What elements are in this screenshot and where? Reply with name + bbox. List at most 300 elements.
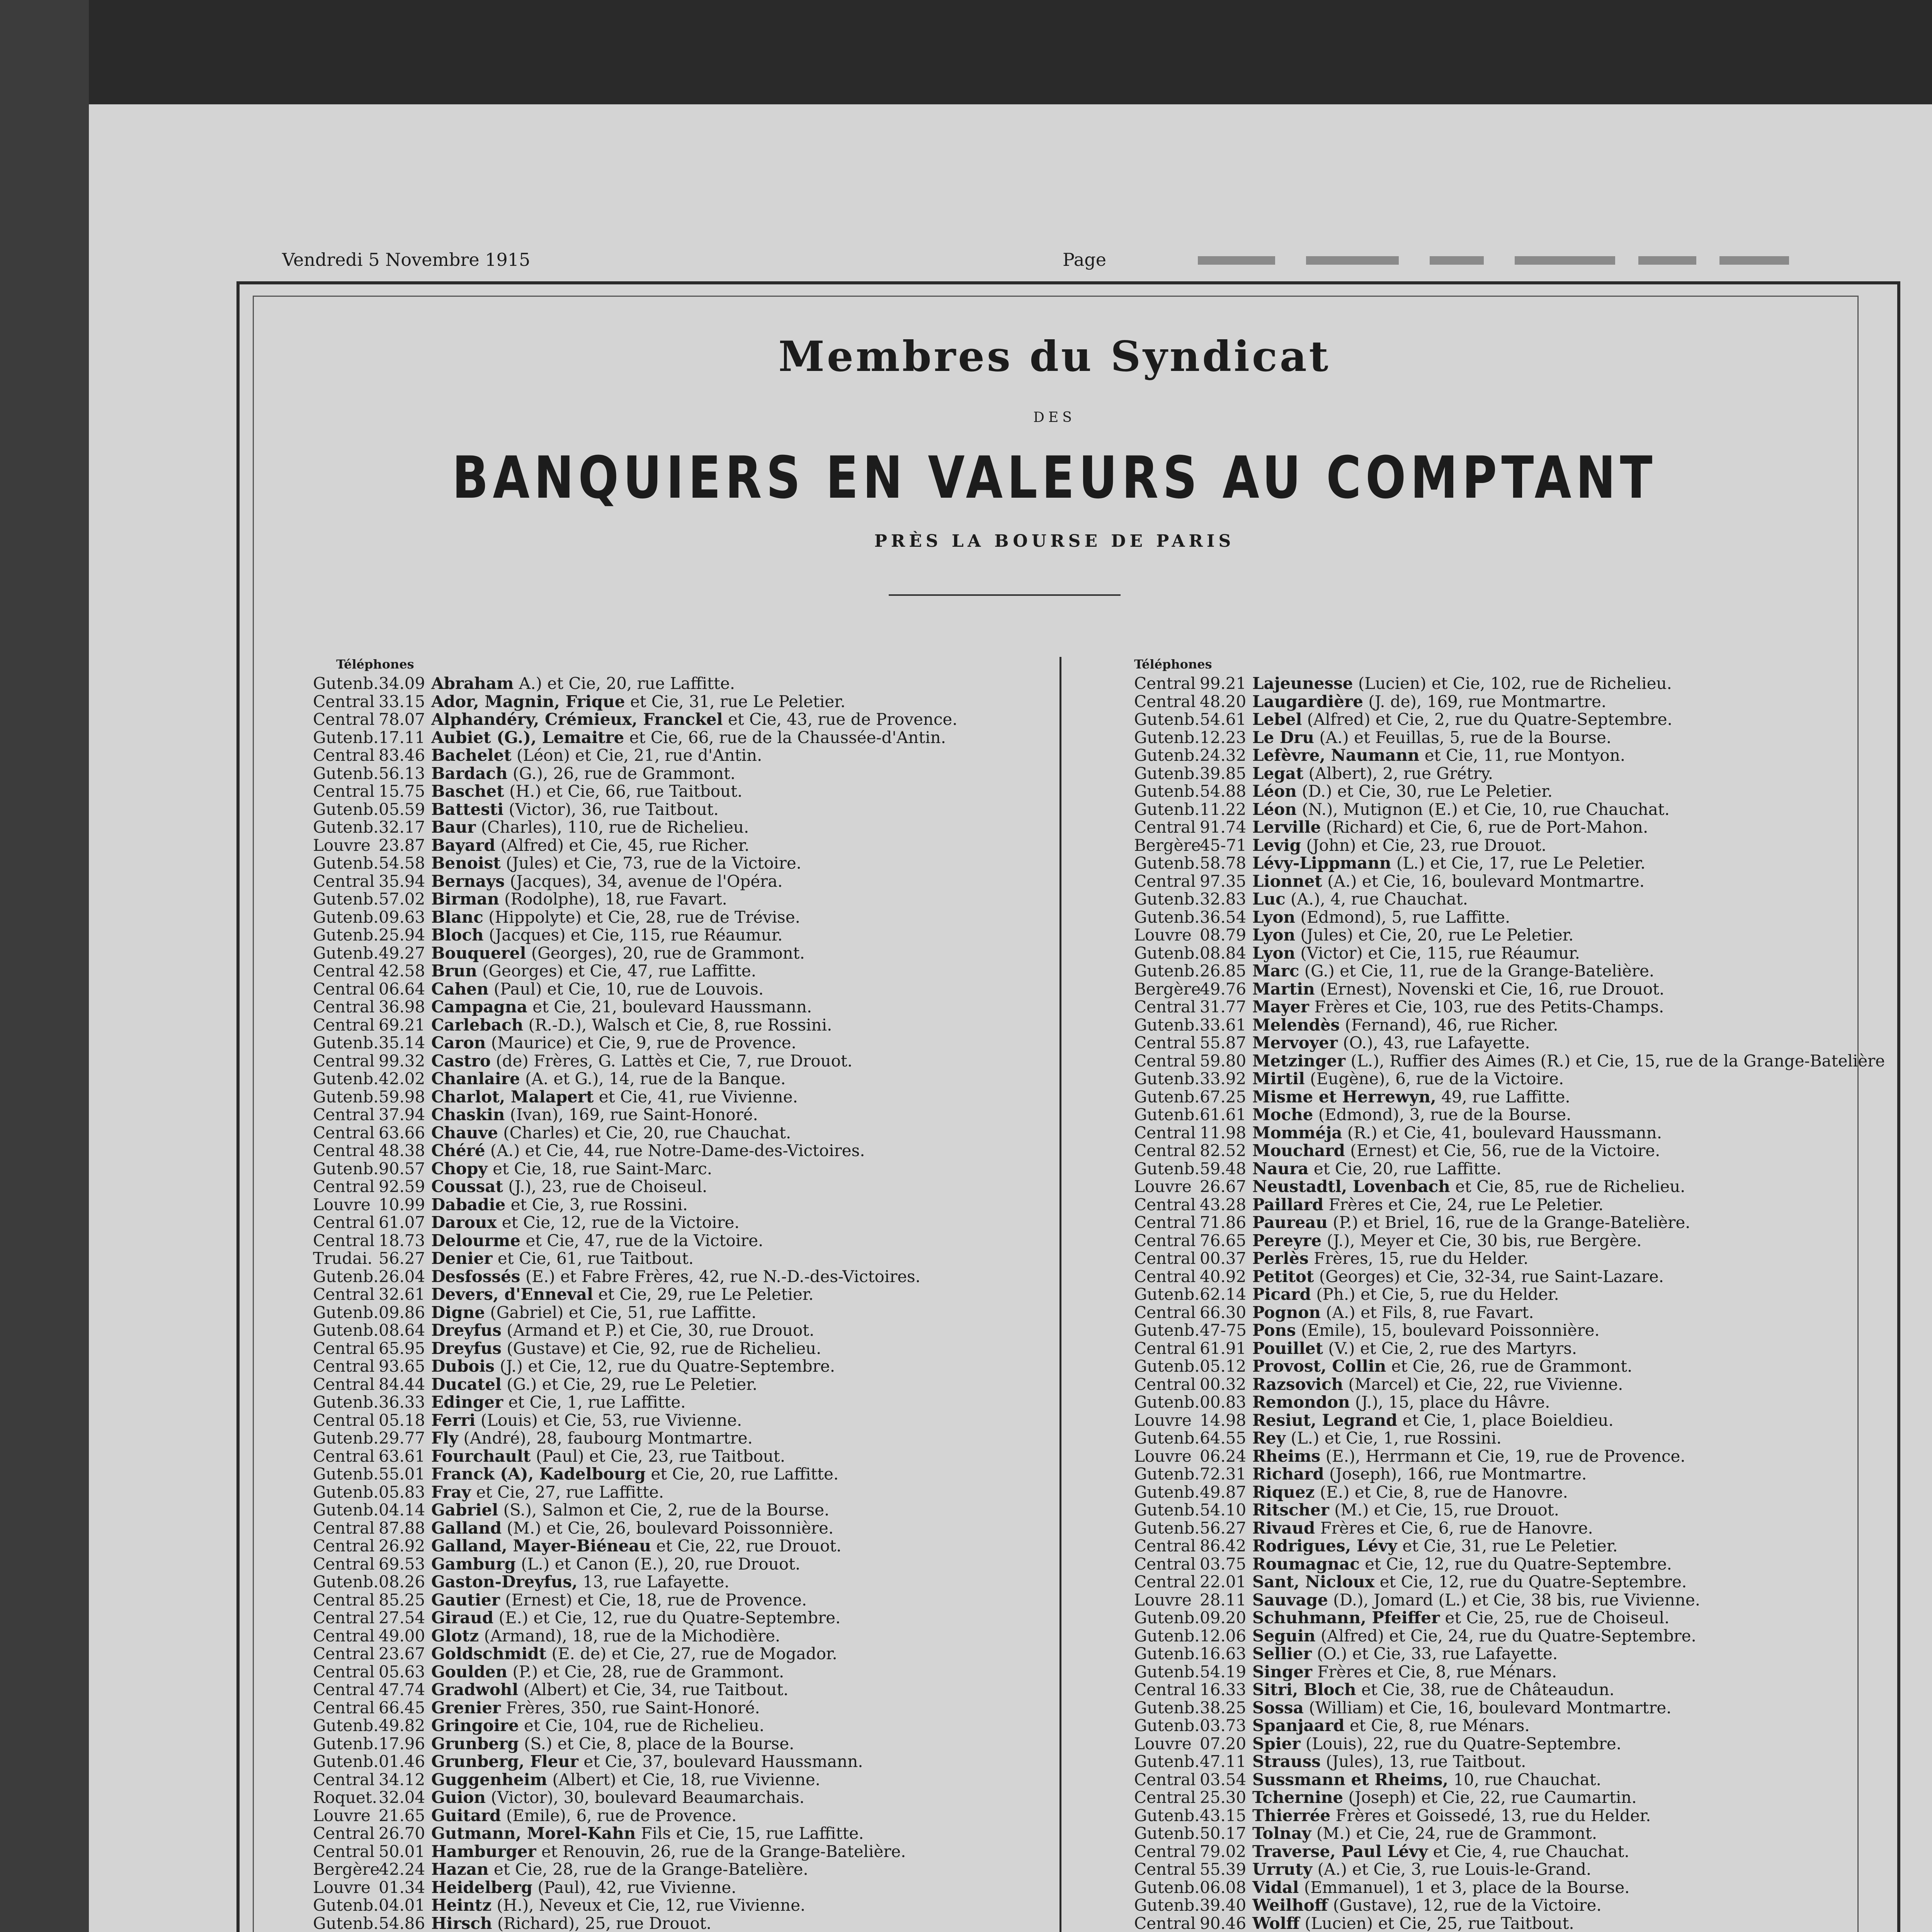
firm-name: Castro	[431, 1051, 491, 1070]
member-entry	[313, 1735, 1086, 1753]
firm-address: (Fernand), 46, rue Richer.	[1345, 1015, 1558, 1034]
member-entry	[1134, 962, 1907, 980]
firm-address: et Cie, 1, place Boieldieu.	[1402, 1410, 1614, 1430]
firm-name: Traverse, Paul Lévy	[1252, 1842, 1428, 1861]
firm-address: (L.), Ruffier des Aimes (R.) et Cie, 15, rue de la Grange-Batelière	[1350, 1051, 1885, 1070]
phone-number: 22.01	[1200, 1572, 1247, 1591]
firm-name: Seguin	[1252, 1626, 1316, 1645]
member-name-address	[1252, 1178, 1685, 1196]
exchange: Central	[1134, 1680, 1196, 1699]
firm-name: Mouchard	[1252, 1141, 1345, 1160]
member-name-address	[1252, 837, 1546, 855]
exchange: Central	[313, 1842, 375, 1861]
firm-name: Lévy-Lippmann	[1252, 854, 1391, 872]
firm-address: et Cie, 20, rue Laffitte.	[651, 1464, 839, 1483]
firm-address: 49, rue Laffitte.	[1441, 1087, 1570, 1106]
firm-name: Heintz	[431, 1896, 492, 1915]
phone-number: 42.02	[379, 1069, 425, 1088]
firm-name: Hamburger	[431, 1842, 536, 1861]
member-name-address	[431, 1376, 757, 1394]
member-entry	[313, 1340, 1086, 1358]
phone-number: 26.04	[379, 1267, 425, 1286]
firm-address: (Lucien) et Cie, 25, rue Taitbout.	[1304, 1913, 1574, 1932]
phone-number: 83.46	[379, 746, 425, 765]
member-name-address	[1252, 1483, 1568, 1502]
firm-address: Frères et Goissedé, 13, rue du Helder.	[1335, 1806, 1651, 1825]
member-entry	[1134, 1214, 1907, 1232]
member-name-address	[431, 1645, 837, 1663]
running-head	[201, 249, 1824, 272]
member-name-address	[431, 944, 805, 963]
phone-number: 61.91	[1200, 1338, 1247, 1358]
exchange: Roquet.	[313, 1788, 377, 1807]
phone-number: 49.87	[1200, 1482, 1247, 1502]
member-entry	[313, 1106, 1086, 1124]
firm-name: Provost, Collin	[1252, 1357, 1386, 1376]
firm-name: Grenier	[431, 1698, 501, 1717]
member-name-address	[431, 1016, 832, 1034]
member-entry	[313, 1034, 1086, 1052]
member-entry	[313, 1573, 1086, 1591]
firm-address: (P.) et Cie, 28, rue de Grammont.	[512, 1662, 784, 1681]
phone-number: 33.61	[1200, 1015, 1247, 1034]
member-entry	[313, 872, 1086, 891]
firm-address: (Jacques) et Cie, 115, rue Réaumur.	[488, 925, 783, 944]
firm-name: Dreyfus	[431, 1338, 502, 1358]
firm-address: et Cie, 85, rue de Richelieu.	[1455, 1177, 1685, 1196]
exchange: Central	[313, 692, 375, 711]
member-entry	[313, 1393, 1086, 1412]
member-name-address	[431, 1537, 842, 1555]
phone-number: 05.83	[379, 1482, 425, 1502]
member-entry	[313, 1699, 1086, 1717]
firm-name: Chéré	[431, 1141, 485, 1160]
exchange: Central	[313, 1410, 375, 1430]
member-entry	[313, 1807, 1086, 1825]
member-name-address	[431, 693, 845, 711]
member-name-address	[1252, 1340, 1577, 1358]
firm-name: Schuhmann, Pfeiffer	[1252, 1608, 1440, 1627]
member-entry	[313, 765, 1086, 783]
member-name-address	[1252, 1376, 1623, 1394]
firm-name: Legat	[1252, 764, 1304, 783]
firm-address: et Renouvin, 26, rue de la Grange-Batelière.	[541, 1842, 906, 1861]
member-name-address	[1252, 1627, 1696, 1645]
firm-address: (Ernest), Novenski et Cie, 16, rue Drouot.	[1320, 979, 1665, 998]
member-name-address	[1252, 998, 1664, 1016]
firm-address: et Cie, 12, rue du Quatre-Septembre.	[1379, 1572, 1687, 1591]
page-label: Page	[1063, 249, 1106, 270]
member-entry	[313, 1376, 1086, 1394]
exchange: Louvre	[313, 1195, 371, 1214]
firm-address: (M.) et Cie, 15, rue Drouot.	[1334, 1500, 1559, 1519]
firm-address: (Alfred) et Cie, 45, rue Richer.	[500, 835, 750, 855]
member-entry	[1134, 1896, 1907, 1915]
firm-address: (Richard), 25, rue Drouot.	[497, 1913, 712, 1932]
member-name-address	[431, 1142, 865, 1160]
exchange: Gutenb.	[1134, 1608, 1200, 1627]
phone-number: 03.75	[1200, 1554, 1247, 1573]
member-name-address	[431, 782, 742, 801]
member-name-address	[1252, 1447, 1685, 1466]
firm-name: Franck (A), Kadelbourg	[431, 1464, 646, 1483]
phone-number: 36.98	[379, 997, 425, 1016]
member-entry	[313, 1896, 1086, 1915]
member-name-address	[1252, 747, 1625, 765]
firm-name: Lefèvre, Naumann	[1252, 746, 1420, 765]
exchange: Gutenb.	[1134, 1285, 1200, 1304]
exchange: Gutenb.	[1134, 1105, 1200, 1124]
phone-number: 26.85	[1200, 961, 1247, 980]
phone-number: 08.64	[379, 1321, 425, 1340]
phone-number: 85.25	[379, 1590, 425, 1609]
firm-address: (J.) et Cie, 12, rue du Quatre-Septembre.	[500, 1357, 835, 1376]
member-entry	[313, 1861, 1086, 1879]
phone-number: 71.86	[1200, 1213, 1247, 1232]
exchange: Gutenb.	[313, 1321, 379, 1340]
exchange: Central	[1134, 818, 1196, 837]
exchange: Gutenb.	[313, 1393, 379, 1412]
member-entry	[1134, 1699, 1907, 1717]
member-entry	[1134, 1789, 1907, 1807]
exchange: Central	[313, 1231, 375, 1250]
phone-number: 06.64	[379, 979, 425, 998]
member-name-address	[1252, 1393, 1550, 1412]
firm-name: Lyon	[1252, 907, 1295, 927]
member-entry	[313, 1609, 1086, 1627]
firm-name: Giraud	[431, 1608, 494, 1627]
firm-name: Lyon	[1252, 943, 1295, 963]
phone-number: 87.88	[379, 1518, 425, 1537]
firm-address: (L.) et Canon (E.), 20, rue Drouot.	[521, 1554, 801, 1573]
firm-name: Carlebach	[431, 1015, 524, 1034]
phone-number: 35.14	[379, 1033, 425, 1052]
phone-number: 35.94	[379, 871, 425, 891]
firm-address: (Ivan), 169, rue Saint-Honoré.	[510, 1105, 758, 1124]
member-entry	[313, 1124, 1086, 1142]
firm-address: (A.) et Cie, 44, rue Notre-Dame-des-Victoires.	[490, 1141, 865, 1160]
firm-name: Baur	[431, 818, 476, 837]
phone-number: 14.98	[1200, 1410, 1247, 1430]
phone-number: 76.65	[1200, 1231, 1247, 1250]
firm-name: Bayard	[431, 835, 495, 855]
member-entry	[313, 1465, 1086, 1483]
firm-address: et Cie, 11, rue Montyon.	[1424, 746, 1626, 765]
member-entry	[1134, 1861, 1907, 1879]
firm-name: Bachelet	[431, 746, 512, 765]
exchange: Central	[313, 1285, 375, 1304]
member-entry	[1134, 1412, 1907, 1430]
member-entry	[1134, 1807, 1907, 1825]
member-name-address	[431, 1753, 863, 1771]
member-entry	[1134, 1286, 1907, 1304]
phone-number: 64.55	[1200, 1429, 1247, 1447]
firm-address: (R.) et Cie, 41, boulevard Haussmann.	[1347, 1123, 1662, 1142]
exchange: Central	[313, 746, 375, 765]
firm-name: Spanjaard	[1252, 1716, 1345, 1735]
firm-name: Le Dru	[1252, 728, 1314, 747]
member-entry	[1134, 944, 1907, 963]
member-name-address	[431, 1591, 807, 1609]
member-entry	[1134, 1843, 1907, 1861]
member-entry	[1134, 782, 1907, 801]
firm-address: (A. et G.), 14, rue de la Banque.	[525, 1069, 786, 1088]
firm-name: Tchernine	[1252, 1788, 1344, 1807]
member-entry	[313, 1357, 1086, 1376]
phone-number: 03.54	[1200, 1770, 1247, 1789]
phone-number: 63.66	[379, 1123, 425, 1142]
firm-address: (Emile), 6, rue de Provence.	[506, 1806, 737, 1825]
member-entry	[1134, 1519, 1907, 1537]
member-name-address	[431, 1681, 788, 1699]
firm-address: (Paul) et Cie, 23, rue Taitbout.	[536, 1446, 786, 1466]
member-list-left	[313, 675, 1086, 1932]
exchange: Gutenb.	[313, 889, 379, 908]
firm-name: Bouquerel	[431, 943, 526, 963]
firm-name: Laugardière	[1252, 692, 1363, 711]
member-entry	[1134, 837, 1907, 855]
member-name-address	[1252, 1070, 1564, 1088]
phone-number: 25.30	[1200, 1788, 1247, 1807]
member-entry	[313, 1429, 1086, 1447]
member-entry	[313, 1537, 1086, 1555]
member-entry	[313, 1843, 1086, 1861]
firm-name: Mirtil	[1252, 1069, 1305, 1088]
exchange: Gutenb.	[1134, 943, 1200, 963]
phone-number: 91.74	[1200, 818, 1247, 837]
firm-name: Baschet	[431, 782, 504, 801]
member-name-address	[431, 1447, 785, 1466]
firm-name: Sauvage	[1252, 1590, 1328, 1609]
member-entry	[313, 1142, 1086, 1160]
phone-number: 00.37	[1200, 1249, 1247, 1268]
firm-address: (D.) et Cie, 30, rue Le Peletier.	[1302, 782, 1553, 801]
phone-number: 33.92	[1200, 1069, 1247, 1088]
firm-address: (E.), Herrmann et Cie, 19, rue de Provence.	[1325, 1446, 1685, 1466]
firm-name: Bloch	[431, 925, 484, 944]
exchange: Central	[1134, 1788, 1196, 1807]
member-entry	[313, 1627, 1086, 1645]
exchange: Central	[1134, 1213, 1196, 1232]
phone-number: 12.06	[1200, 1626, 1247, 1645]
exchange: Louvre	[1134, 925, 1192, 944]
member-entry	[313, 818, 1086, 837]
firm-address: (Ph.) et Cie, 5, rue du Helder.	[1316, 1285, 1559, 1304]
exchange: Gutenb.	[1134, 961, 1200, 980]
member-entry	[1134, 1304, 1907, 1322]
member-name-address	[431, 1879, 736, 1897]
phone-number: 04.01	[379, 1896, 425, 1915]
firm-name: Denier	[431, 1249, 493, 1268]
phone-number: 27.54	[379, 1608, 425, 1627]
exchange: Gutenb.	[1134, 1518, 1200, 1537]
phone-number: 69.53	[379, 1554, 425, 1573]
member-entry	[1134, 1052, 1907, 1070]
member-name-address	[431, 1483, 664, 1502]
firm-name: Picard	[1252, 1285, 1311, 1304]
member-entry	[313, 729, 1086, 747]
exchange: Central	[1134, 1123, 1196, 1142]
exchange: Central	[313, 1015, 375, 1034]
title-bourse: PRÈS LA BOURSE DE PARIS	[874, 531, 1235, 551]
exchange: Central	[313, 1590, 375, 1609]
member-name-address	[431, 908, 800, 927]
firm-name: Delourme	[431, 1231, 520, 1250]
firm-address: (Hippolyte) et Cie, 28, rue de Trévise.	[488, 907, 800, 927]
member-entry	[313, 1286, 1086, 1304]
phone-number: 04.14	[379, 1500, 425, 1519]
member-name-address	[431, 1412, 742, 1430]
firm-name: Petitot	[1252, 1267, 1314, 1286]
exchange: Gutenb.	[1134, 1752, 1200, 1771]
exchange: Gutenb.	[1134, 1824, 1200, 1843]
exchange: Gutenb.	[313, 1087, 379, 1106]
member-name-address	[1252, 1735, 1621, 1753]
exchange: Central	[1134, 1303, 1196, 1322]
member-name-address	[431, 1178, 707, 1196]
member-entry	[1134, 1357, 1907, 1376]
member-entry	[1134, 998, 1907, 1016]
member-name-address	[431, 962, 756, 980]
exchange: Louvre	[1134, 1734, 1192, 1753]
member-entry	[1134, 980, 1907, 998]
firm-address: et Cie, 21, boulevard Haussmann.	[532, 997, 812, 1016]
exchange: Central	[313, 1446, 375, 1466]
exchange: Gutenb.	[313, 854, 379, 872]
member-name-address	[431, 1501, 829, 1519]
phone-number: 78.07	[379, 710, 425, 729]
firm-name: Pons	[1252, 1321, 1296, 1340]
firm-address: (O.) et Cie, 33, rue Lafayette.	[1317, 1644, 1558, 1663]
phone-number: 29.77	[379, 1429, 425, 1447]
member-entry	[313, 1753, 1086, 1771]
firm-address: (N.), Mutignon (E.) et Cie, 10, rue Chauchat.	[1302, 799, 1670, 819]
exchange: Central	[1134, 1195, 1196, 1214]
firm-name: Strauss	[1252, 1752, 1321, 1771]
member-entry	[313, 998, 1086, 1016]
member-name-address	[1252, 1232, 1642, 1250]
exchange: Gutenb.	[313, 1500, 379, 1519]
firm-name: Heidelberg	[431, 1878, 532, 1897]
phone-number: 69.21	[379, 1015, 425, 1034]
firm-address: (D.), Jomard (L.) et Cie, 38 bis, rue Vivienne.	[1333, 1590, 1701, 1609]
member-name-address	[1252, 1555, 1672, 1573]
firm-name: Tolnay	[1252, 1824, 1311, 1843]
member-entry	[313, 1088, 1086, 1106]
firm-name: Chauve	[431, 1123, 498, 1142]
phone-number: 49.82	[379, 1716, 425, 1735]
member-entry	[313, 890, 1086, 908]
member-entry	[1134, 890, 1907, 908]
scan-left-border	[0, 0, 89, 1932]
member-name-address	[431, 1160, 712, 1178]
member-entry	[1134, 1663, 1907, 1681]
exchange: Central	[313, 1698, 375, 1717]
firm-name: Grunberg, Fleur	[431, 1752, 579, 1771]
member-entry	[313, 980, 1086, 998]
firm-address: (André), 28, faubourg Montmartre.	[463, 1429, 753, 1447]
member-entry	[313, 1016, 1086, 1034]
exchange: Louvre	[1134, 1177, 1192, 1196]
firm-address: et Cie, 31, rue Le Peletier.	[630, 692, 846, 711]
exchange: Gutenb.	[1134, 1896, 1200, 1915]
member-name-address	[1252, 801, 1670, 819]
member-name-address	[1252, 1321, 1600, 1340]
firm-name: Thierrée	[1252, 1806, 1331, 1825]
firm-name: Sussmann et Rheims,	[1252, 1770, 1449, 1789]
firm-name: Marc	[1252, 961, 1299, 980]
firm-address: et Cie, 29, rue Le Peletier.	[598, 1285, 814, 1304]
member-name-address	[431, 854, 801, 872]
member-name-address	[1252, 908, 1510, 927]
exchange: Gutenb.	[1134, 1429, 1200, 1447]
member-entry	[1134, 1537, 1907, 1555]
exchange: Central	[1134, 1033, 1196, 1052]
exchange: Gutenb.	[313, 907, 379, 927]
member-entry	[313, 1214, 1086, 1232]
firm-name: Chaskin	[431, 1105, 505, 1124]
firm-address: (Léon) et Cie, 21, rue d'Antin.	[516, 746, 762, 765]
exchange: Gutenb.	[313, 1159, 379, 1178]
exchange: Central	[1134, 1860, 1196, 1879]
member-entry	[1134, 1160, 1907, 1178]
firm-address: (Victor), 30, boulevard Beaumarchais.	[491, 1788, 804, 1807]
phone-number: 50.01	[379, 1842, 425, 1861]
firm-name: Martin	[1252, 979, 1315, 998]
phone-number: 99.32	[379, 1051, 425, 1070]
firm-name: Edinger	[431, 1393, 503, 1412]
phone-number: 59.48	[1200, 1159, 1247, 1178]
phone-number: 09.86	[379, 1303, 425, 1322]
exchange: Central	[1134, 1554, 1196, 1573]
phone-number: 05.59	[379, 799, 425, 819]
member-entry	[313, 1663, 1086, 1681]
member-entry	[313, 1447, 1086, 1466]
member-name-address	[1252, 1896, 1602, 1915]
member-name-address	[1252, 1412, 1614, 1430]
member-name-address	[1252, 1663, 1557, 1681]
phone-number: 97.35	[1200, 871, 1247, 891]
phone-number: 06.08	[1200, 1878, 1247, 1897]
firm-address: (Eugène), 6, rue de la Victoire.	[1310, 1069, 1564, 1088]
phone-number: 49.76	[1200, 979, 1247, 998]
member-entry	[313, 801, 1086, 819]
exchange: Central	[313, 1374, 375, 1394]
member-list-right	[1134, 675, 1907, 1932]
firm-name: Lajeunesse	[1252, 674, 1353, 693]
exchange: Central	[313, 1518, 375, 1537]
member-name-address	[1252, 1537, 1618, 1555]
member-name-address	[431, 1070, 786, 1088]
member-entry	[1134, 1483, 1907, 1502]
member-name-address	[431, 926, 782, 944]
exchange: Gutenb.	[1134, 1716, 1200, 1735]
firm-name: Gamburg	[431, 1554, 516, 1573]
exchange: Central	[313, 1123, 375, 1142]
phone-number: 33.15	[379, 692, 425, 711]
member-name-address	[1252, 1034, 1530, 1052]
firm-name: Brun	[431, 961, 477, 980]
member-entry	[1134, 1106, 1907, 1124]
exchange: Bergère	[1134, 979, 1201, 998]
firm-address: et Cie, 61, rue Taitbout.	[497, 1249, 694, 1268]
member-name-address	[431, 818, 749, 837]
firm-address: et Cie, 37, boulevard Haussmann.	[583, 1752, 863, 1771]
firm-address: (R.-D.), Walsch et Cie, 8, rue Rossini.	[528, 1015, 832, 1034]
exchange: Central	[313, 1177, 375, 1196]
firm-name: Ducatel	[431, 1374, 502, 1394]
exchange: Gutenb.	[1134, 854, 1200, 872]
